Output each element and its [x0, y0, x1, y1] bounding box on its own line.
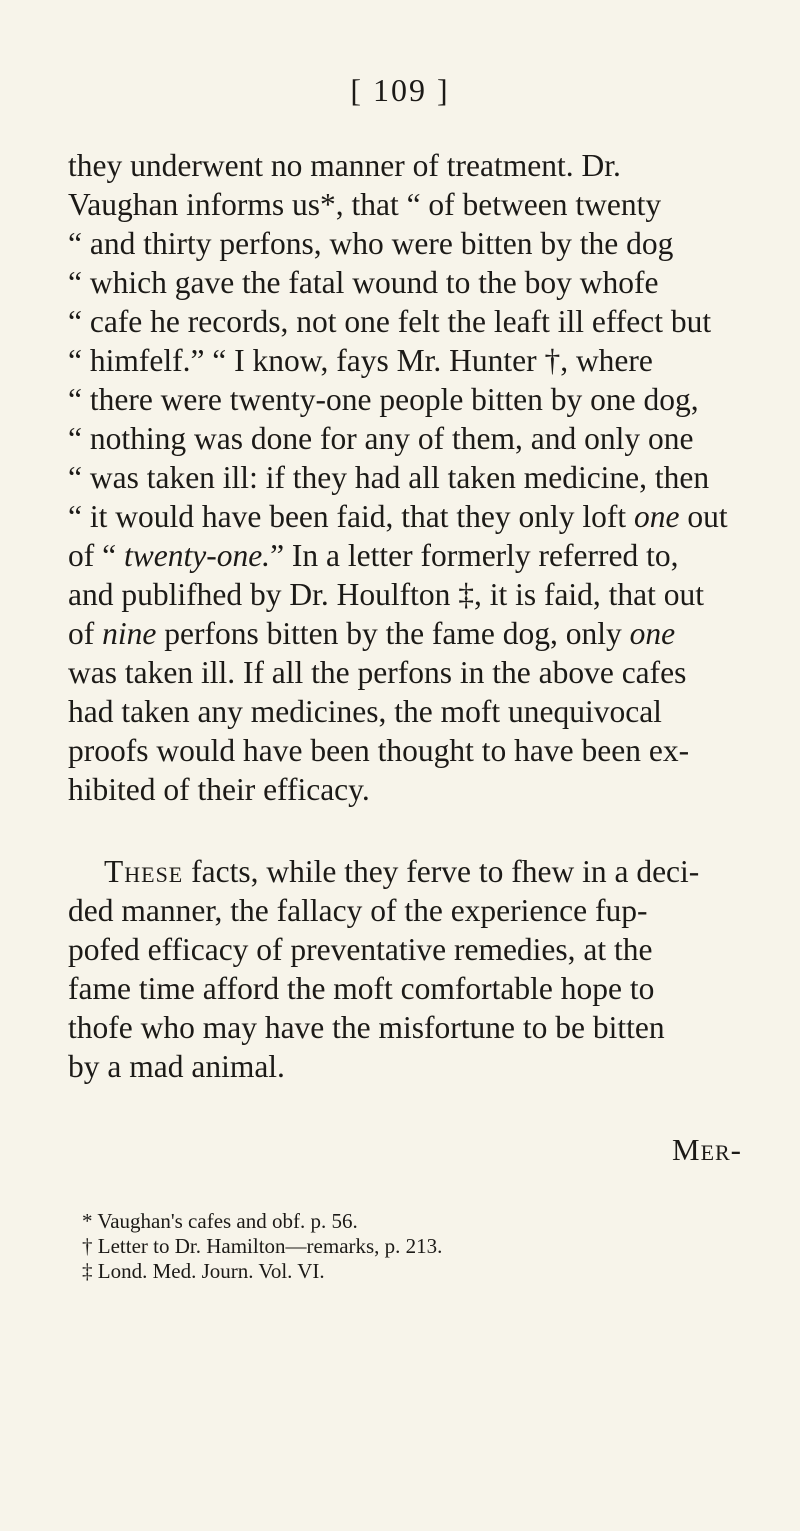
- text-line-4: “ which gave the fatal wound to the boy whofe: [68, 265, 659, 300]
- text-line-21: fame time afford the moft comfortable hope to: [68, 971, 655, 1006]
- text-line-1: they underwent no manner of treatment. Dr.: [68, 148, 621, 183]
- text-line-9: “ was taken ill: if they had all taken medicine, then: [68, 460, 710, 495]
- text-line-8: “ nothing was done for any of them, and only one: [68, 421, 694, 456]
- italic-word: one: [633, 499, 680, 534]
- text-line-23: by a mad animal.: [68, 1049, 285, 1084]
- footnote-3: ‡ Lond. Med. Journ. Vol. VI.: [82, 1259, 325, 1283]
- catchword: Mer-: [672, 1132, 742, 1167]
- text-line-14: was taken ill. If all the perfons in the above cafes: [68, 655, 687, 690]
- text-line-16: proofs would have been thought to have been ex-: [68, 733, 690, 768]
- text-line-12: and publifhed by Dr. Houlfton ‡, it is faid, that out: [68, 577, 705, 612]
- text-line-20: pofed efficacy of preventative remedies, at the: [68, 932, 653, 967]
- italic-word: nine: [102, 616, 157, 651]
- text-line-6: “ himfelf.” “ I know, fays Mr. Hunter †, where: [68, 343, 653, 378]
- footnote-1: * Vaughan's cafes and obf. p. 56.: [82, 1209, 358, 1233]
- text-line-3: “ and thirty perfons, who were bitten by the dog: [68, 226, 674, 261]
- footnote-2: † Letter to Dr. Hamilton—remarks, p. 213.: [82, 1234, 443, 1258]
- text-line-7: “ there were twenty-one people bitten by one dog,: [68, 382, 699, 417]
- italic-word: twenty-one.: [123, 538, 271, 573]
- text-line-19: ded manner, the fallacy of the experience fup-: [68, 893, 648, 928]
- text-line-11: of “ twenty-one.” In a letter formerly referred to,: [68, 538, 679, 573]
- text-line-17: hibited of their efficacy.: [68, 772, 370, 807]
- text-line-22: thofe who may have the misfortune to be bitten: [68, 1010, 665, 1045]
- text-line-10: “ it would have been faid, that they only loft one out: [68, 499, 728, 534]
- text-line-5: “ cafe he records, not one felt the leaft ill effect but: [68, 304, 712, 339]
- small-caps-word: These: [104, 854, 184, 889]
- page-number-header: [ 109 ]: [350, 72, 450, 108]
- italic-word: one: [629, 616, 676, 651]
- text-line-15: had taken any medicines, the moft unequivocal: [68, 694, 662, 729]
- text-line-18: These facts, while they ferve to fhew in a deci-: [104, 854, 700, 889]
- text-line-2: Vaughan informs us*, that “ of between twenty: [68, 187, 662, 222]
- text-line-13: of nine perfons bitten by the fame dog, only one: [68, 616, 676, 651]
